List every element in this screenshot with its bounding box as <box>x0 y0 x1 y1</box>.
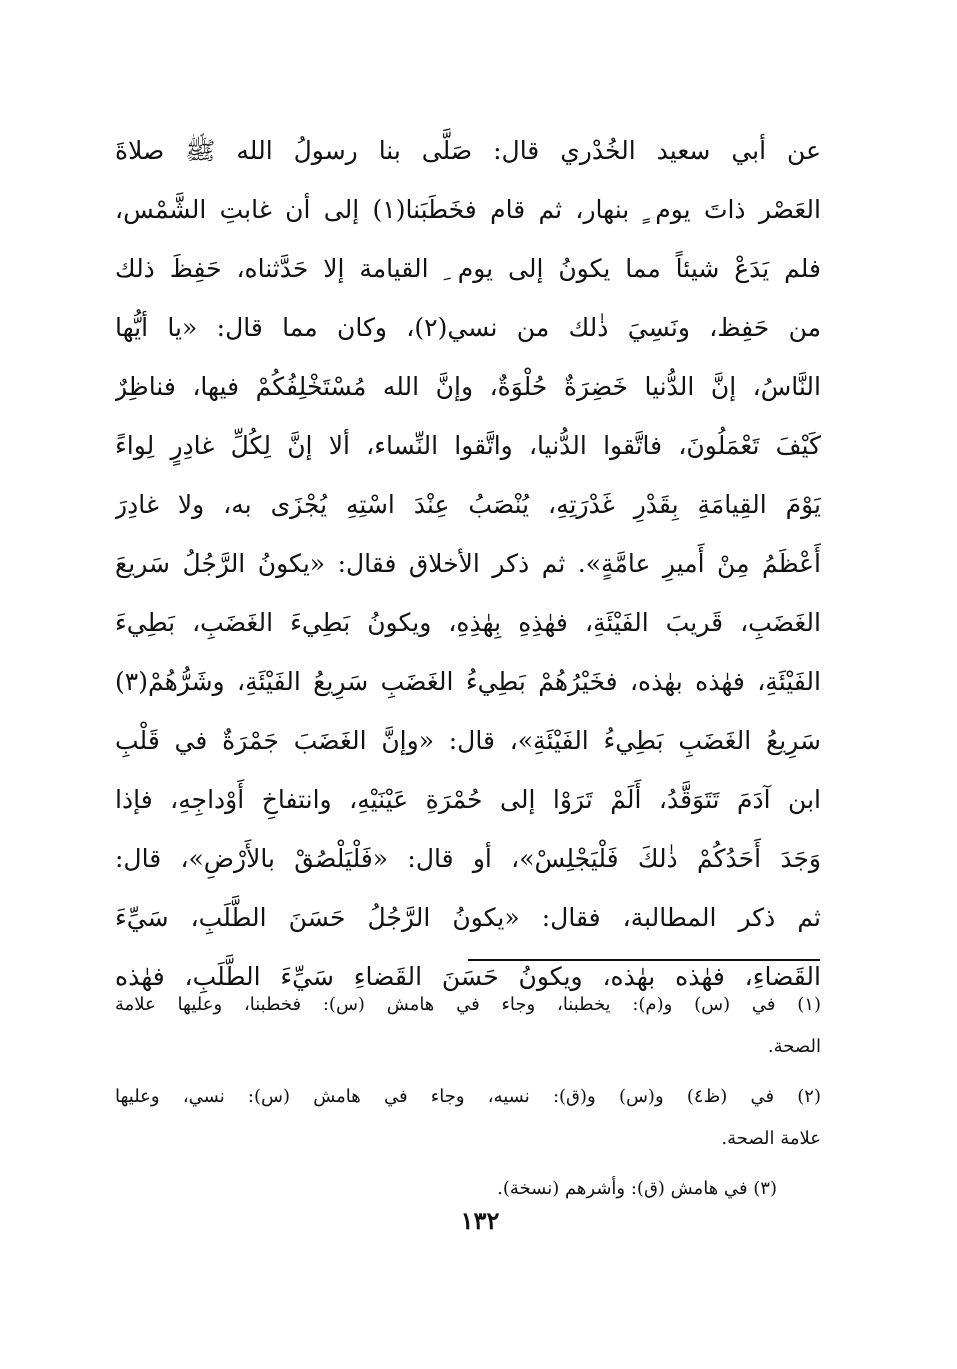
text-line: سَرِيعُ الغَضَبِ بَطِيءُ الفَيْئَةِ»، قال: «وإنَّ الغَضَبَ جَمْرَةٌ في قَلْبِ <box>115 726 821 755</box>
text-line: يَوْمَ القِيامَةِ بِقَدْرِ غَدْرَتِهِ، يُنْصَبُ عِنْدَ اسْتِهِ يُجْزَى به، ولا غادِرَ <box>115 490 821 519</box>
text-line: القَضاءِ، فهٰذه بهٰذه، ويكونُ حَسَنَ القَضاءِ سَيِّءَ الطَّلَبِ، فهٰذه <box>115 962 821 991</box>
text-line: ابن آدَمَ تَتَوَقَّدُ، أَلَمْ تَرَوْا إلى حُمْرَةِ عَيْنَيْهِ، وانتفاخِ أَوْداجِهِ، فإذا <box>115 785 821 814</box>
text-line: ثم ذكر المطالبة، فقال: «يكونُ الرَّجُلُ حَسَنَ الطَّلَبِ، سَيِّءَ <box>115 903 821 932</box>
text-line: الفَيْئَةِ، فهٰذه بهٰذه، فخَيْرُهُمْ بَطِيءُ الغَضَبِ سَرِيعُ الفَيْئَةِ، وشَرُّهُمْ(٣) <box>115 667 821 696</box>
text-line: الغَضَبِ، قَريبَ الفَيْئَةِ، فهٰذِهِ بِهٰذِهِ، ويكونُ بَطِيءَ الغَضَبِ، بَطِيءَ <box>115 608 821 637</box>
text-line: النَّاسُ، إنَّ الدُّنيا خَضِرَةٌ حُلْوَةٌ، وإنَّ الله مُسْتَخْلِفُكُمْ فيها، فناظِرٌ <box>115 372 821 401</box>
footnote-2-continuation: علامة الصحة. <box>721 1128 821 1149</box>
main-text <box>115 121 821 1006</box>
footnote-2: (٢) في (ظ٤) و(س) و(ق): نسيه، وجاء في هامش (س): نسي، وعليها <box>115 1086 821 1107</box>
footnote-separator <box>468 959 820 961</box>
text-line: من حَفِظ، ونَسِيَ ذٰلك من نسي(٢)، وكان مما قال: «يا أيُّها <box>115 313 821 342</box>
page-number: ١٣٢ <box>460 1206 500 1235</box>
text-line: فلم يَدَعْ شيئاً مما يكونُ إلى يوم ِ القيامة إلا حَدَّثناه، حَفِظَ ذلك <box>115 254 821 283</box>
footnote-1: (١) في (س) و(م): يخطبنا، وجاء في هامش (س): فخطبنا، وعليها علامة <box>115 994 821 1015</box>
text-line: العَصْر ذاتَ يوم ٍ بنهار، ثم قام فخَطَبَنا(١) إلى أن غابتِ الشَّمْس، <box>115 195 821 224</box>
text-line: كَيْفَ تَعْمَلُونَ، فاتَّقوا الدُّنيا، واتَّقوا النِّساء، ألا إنَّ لِكُلِّ غادِرٍ لِواءً <box>115 431 821 460</box>
text-line: عن أبي سعيد الخُدْري قال: صَلَّى بنا رسولُ الله ﷺ صلاةَ <box>115 136 821 165</box>
text-line: وَجَدَ أَحَدُكُمْ ذٰلكَ فَلْيَجْلِسْ»، أو قال: «فَلْيَلْصُقْ بالأَرْضِ»، قال: <box>115 844 821 873</box>
footnote-1-continuation: الصحة. <box>767 1036 821 1057</box>
footnote-3: (٣) في هامش (ق): وأشرهم (نسخة). <box>497 1178 777 1199</box>
footnotes <box>115 984 821 1210</box>
text-line: أَعْظَمُ مِنْ أَميرِ عامَّةٍ». ثم ذكر الأخلاق فقال: «يكونُ الرَّجُلُ سَريعَ <box>115 549 821 578</box>
